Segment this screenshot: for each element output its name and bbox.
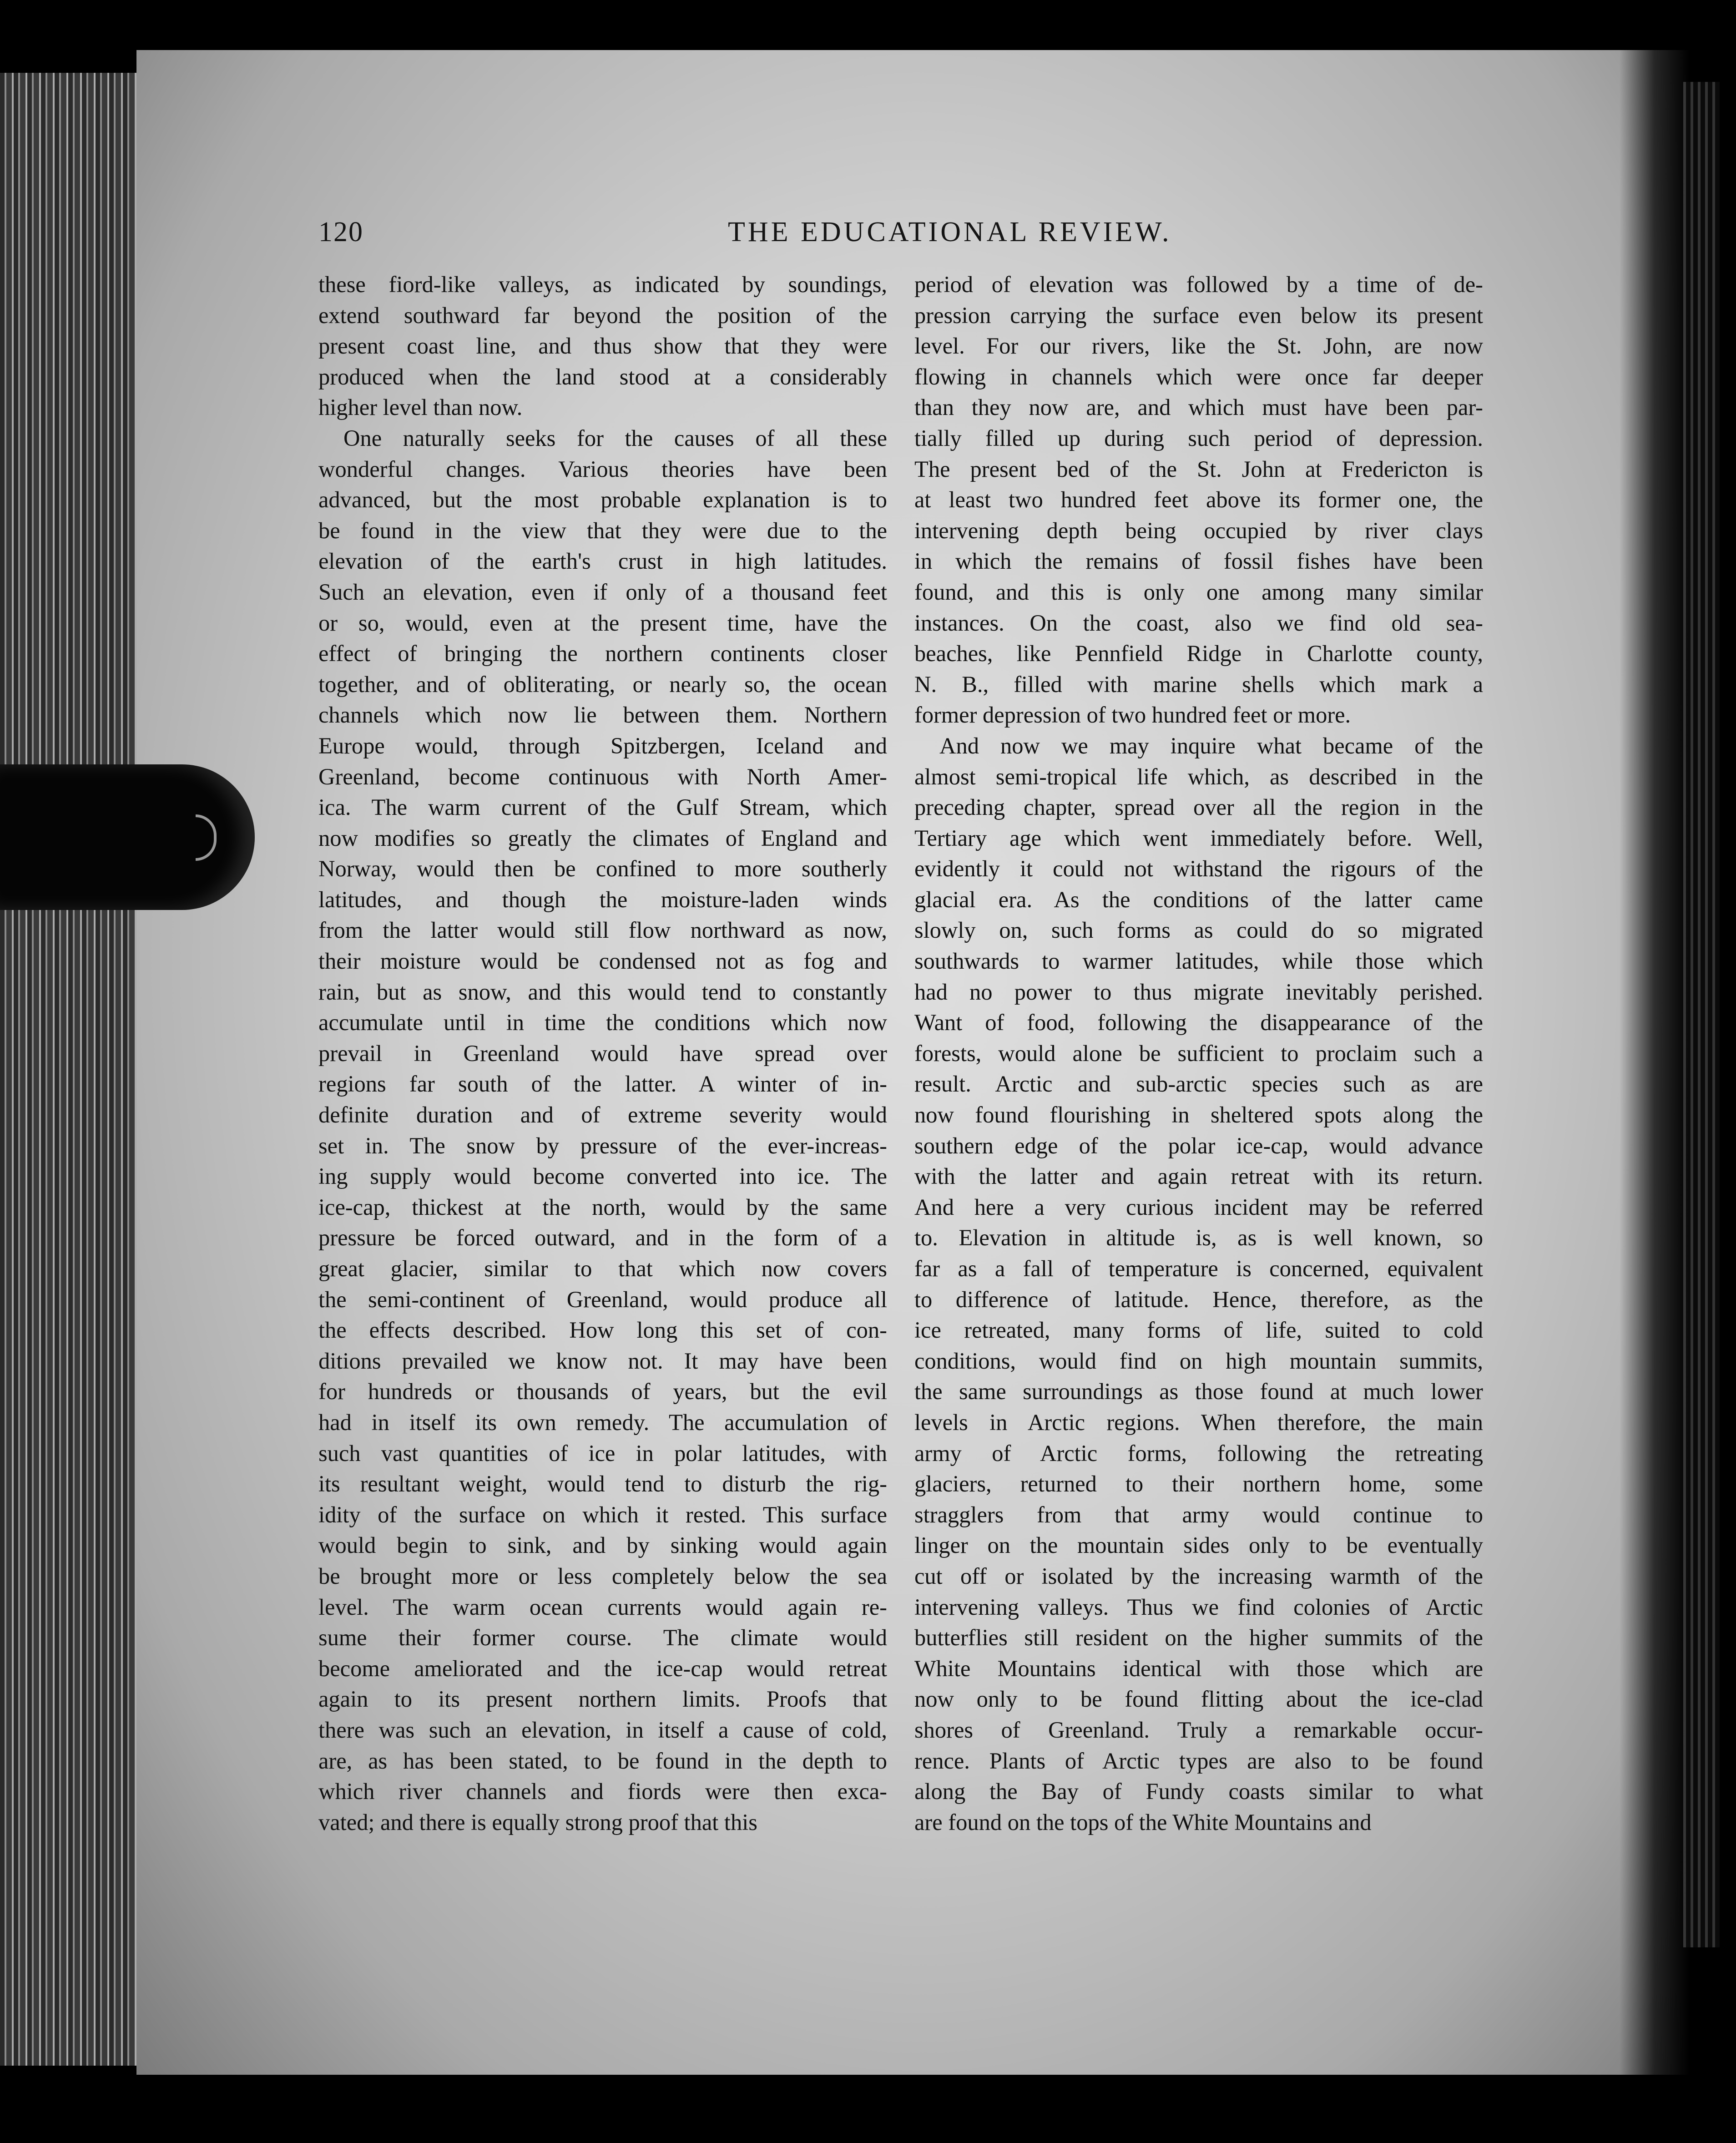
text-line: are found on the tops of the White Mountains and [914,1809,1372,1835]
text-line: now only to be found flitting about the ice-clad [914,1686,1483,1712]
text-line: be found in the view that they were due to the [318,517,887,543]
text-line: latitudes, and though the moisture-laden winds [318,886,887,912]
text-line: N. B., filled with marine shells which mark a [914,671,1483,697]
text-line: the same surroundings as those found at much lower [914,1379,1483,1405]
text-line: set in. The snow by pressure of the ever-increas- [318,1132,887,1158]
text-line: sume their former course. The climate would [318,1625,887,1651]
text-line: become ameliorated and the ice-cap would retreat [318,1655,887,1681]
text-line: shores of Greenland. Truly a remarkable occur- [914,1717,1483,1743]
text-line: great glacier, similar to that which now covers [318,1256,887,1281]
text-line: present coast line, and thus show that they were [318,333,887,359]
text-line: rence. Plants of Arctic types are also to be found [914,1748,1483,1774]
text-line: found, and this is only one among many similar [914,579,1483,605]
text-line: in which the remains of fossil fishes have been [914,548,1483,574]
text-line: extend southward far beyond the position of the [318,302,887,328]
text-line: White Mountains identical with those which are [914,1655,1483,1681]
text-line: idity of the surface on which it rested. This surface [318,1501,887,1527]
text-line: ice-cap, thickest at the north, would by the same [318,1194,887,1220]
text-line: produced when the land stood at a considerably [318,364,887,389]
text-line: preceding chapter, spread over all the region in the [914,794,1483,820]
text-line: ing supply would become converted into ice. The [318,1163,887,1189]
text-line: And here a very curious incident may be referred [914,1194,1483,1220]
text-line: butterflies still resident on the higher summits of the [914,1625,1483,1651]
text-line: forests, would alone be sufficient to proclaim such a [914,1040,1483,1066]
right-column [914,269,1483,1838]
text-line: which river channels and fiords were then exca- [318,1779,887,1804]
text-line: with the latter and again retreat with its return. [914,1163,1483,1189]
text-line: flowing in channels which were once far deeper [914,364,1483,389]
text-line: almost semi-tropical life which, as described in the [914,763,1483,789]
text-line: at least two hundred feet above its former one, the [914,487,1483,513]
text-line: And now we may inquire what became of the [939,733,1483,758]
text-line: along the Bay of Fundy coasts similar to what [914,1779,1483,1804]
text-line: linger on the mountain sides only to be eventually [914,1532,1483,1558]
text-line: regions far south of the latter. A winter of in- [318,1071,887,1097]
text-line: now modifies so greatly the climates of England and [318,825,887,851]
text-line: channels which now lie between them. Northern [318,702,887,728]
text-line: prevail in Greenland would have spread over [318,1040,887,1066]
text-line: there was such an elevation, in itself a cause of cold, [318,1717,887,1743]
text-line: Such an elevation, even if only of a thousand feet [318,579,887,605]
text-line: together, and of obliterating, or nearly so, the ocean [318,671,887,697]
page-header [318,216,1501,257]
book-page-edges [0,73,150,2066]
text-line: far as a fall of temperature is concerned, equivalent [914,1256,1483,1281]
text-line: instances. On the coast, also we find old sea- [914,610,1483,636]
text-line: result. Arctic and sub-arctic species such as are [914,1071,1483,1097]
text-line: Norway, would then be confined to more southerly [318,856,887,882]
text-line: the effects described. How long this set of con- [318,1317,887,1343]
left-column [318,269,887,1838]
text-line: levels in Arctic regions. When therefore, the main [914,1409,1483,1435]
text-line: their moisture would be condensed not as fog and [318,948,887,974]
text-line: ica. The warm current of the Gulf Stream, which [318,794,887,820]
text-line: level. For our rivers, like the St. John, are now [914,333,1483,359]
text-line: elevation of the earth's crust in high latitudes. [318,548,887,574]
text-line: intervening valleys. Thus we find colonies of Arctic [914,1594,1483,1620]
text-line: One naturally seeks for the causes of all these [343,425,887,451]
text-line: than they now are, and which must have been par- [914,394,1483,420]
text-line: these fiord-like valleys, as indicated by soundings, [318,272,887,297]
text-line: would begin to sink, and by sinking would again [318,1532,887,1558]
text-line: vated; and there is equally strong proof that this [318,1809,757,1835]
text-line: army of Arctic forms, following the retreating [914,1440,1483,1466]
text-line: The present bed of the St. John at Fredericton is [914,456,1483,482]
text-line: ditions prevailed we know not. It may have been [318,1348,887,1374]
text-line: the semi-continent of Greenland, would produce all [318,1286,887,1312]
text-line: pressure be forced outward, and in the form of a [318,1225,887,1251]
text-line: its resultant weight, would tend to disturb the rig- [318,1471,887,1497]
text-line: effect of bringing the northern continents closer [318,641,887,667]
text-line: definite duration and of extreme severity would [318,1102,887,1128]
text-line: or so, would, even at the present time, have the [318,610,887,636]
text-line: had no power to thus migrate inevitably perished. [914,979,1483,1005]
text-line: Tertiary age which went immediately before. Well, [914,825,1483,851]
page-clip [0,764,255,910]
text-line: wonderful changes. Various theories have been [318,456,887,482]
text-line: now found flourishing in sheltered spots along the [914,1102,1483,1128]
text-line: former depression of two hundred feet or more. [914,702,1351,728]
page-number: 120 [318,217,363,248]
text-line: advanced, but the most probable explanation is to [318,487,887,513]
text-line: southwards to warmer latitudes, while those which [914,948,1483,974]
right-page-edges [1683,82,1720,1947]
text-line: to difference of latitude. Hence, therefore, as the [914,1286,1483,1312]
text-line: Want of food, following the disappearance of the [914,1010,1483,1036]
text-line: pression carrying the surface even below its present [914,302,1483,328]
text-line: beaches, like Pennfield Ridge in Charlotte county, [914,641,1483,667]
text-line: conditions, would find on high mountain summits, [914,1348,1483,1374]
text-line: rain, but as snow, and this would tend to constantly [318,979,887,1005]
text-line: cut off or isolated by the increasing warmth of the [914,1563,1483,1589]
text-line: higher level than now. [318,394,523,420]
text-line: intervening depth being occupied by river clays [914,517,1483,543]
text-line: glacial era. As the conditions of the latter came [914,886,1483,912]
text-line: for hundreds or thousands of years, but the evil [318,1379,887,1405]
text-line: are, as has been stated, to be found in the depth to [318,1748,887,1774]
text-line: from the latter would still flow northward as now, [318,917,887,943]
text-line: southern edge of the polar ice-cap, would advance [914,1132,1483,1158]
text-line: ice retreated, many forms of life, suited to cold [914,1317,1483,1343]
text-line: Europe would, through Spitzbergen, Iceland and [318,733,887,758]
text-line: be brought more or less completely below the sea [318,1563,887,1589]
text-line: period of elevation was followed by a time of de- [914,272,1483,297]
text-line: evidently it could not withstand the rigours of the [914,856,1483,882]
text-line: had in itself its own remedy. The accumulation of [318,1409,887,1435]
text-line: level. The warm ocean currents would again re- [318,1594,887,1620]
text-line: again to its present northern limits. Proofs that [318,1686,887,1712]
text-line: glaciers, returned to their northern home, some [914,1471,1483,1497]
text-line: tially filled up during such period of depression. [914,425,1483,451]
running-title: THE EDUCATIONAL REVIEW. [728,217,1172,248]
text-line: Greenland, become continuous with North Amer- [318,763,887,789]
text-line: to. Elevation in altitude is, as is well known, so [914,1225,1483,1251]
text-line: slowly on, such forms as could do so migrated [914,917,1483,943]
text-line: stragglers from that army would continue to [914,1501,1483,1527]
text-line: such vast quantities of ice in polar latitudes, with [318,1440,887,1466]
text-line: accumulate until in time the conditions which now [318,1010,887,1036]
